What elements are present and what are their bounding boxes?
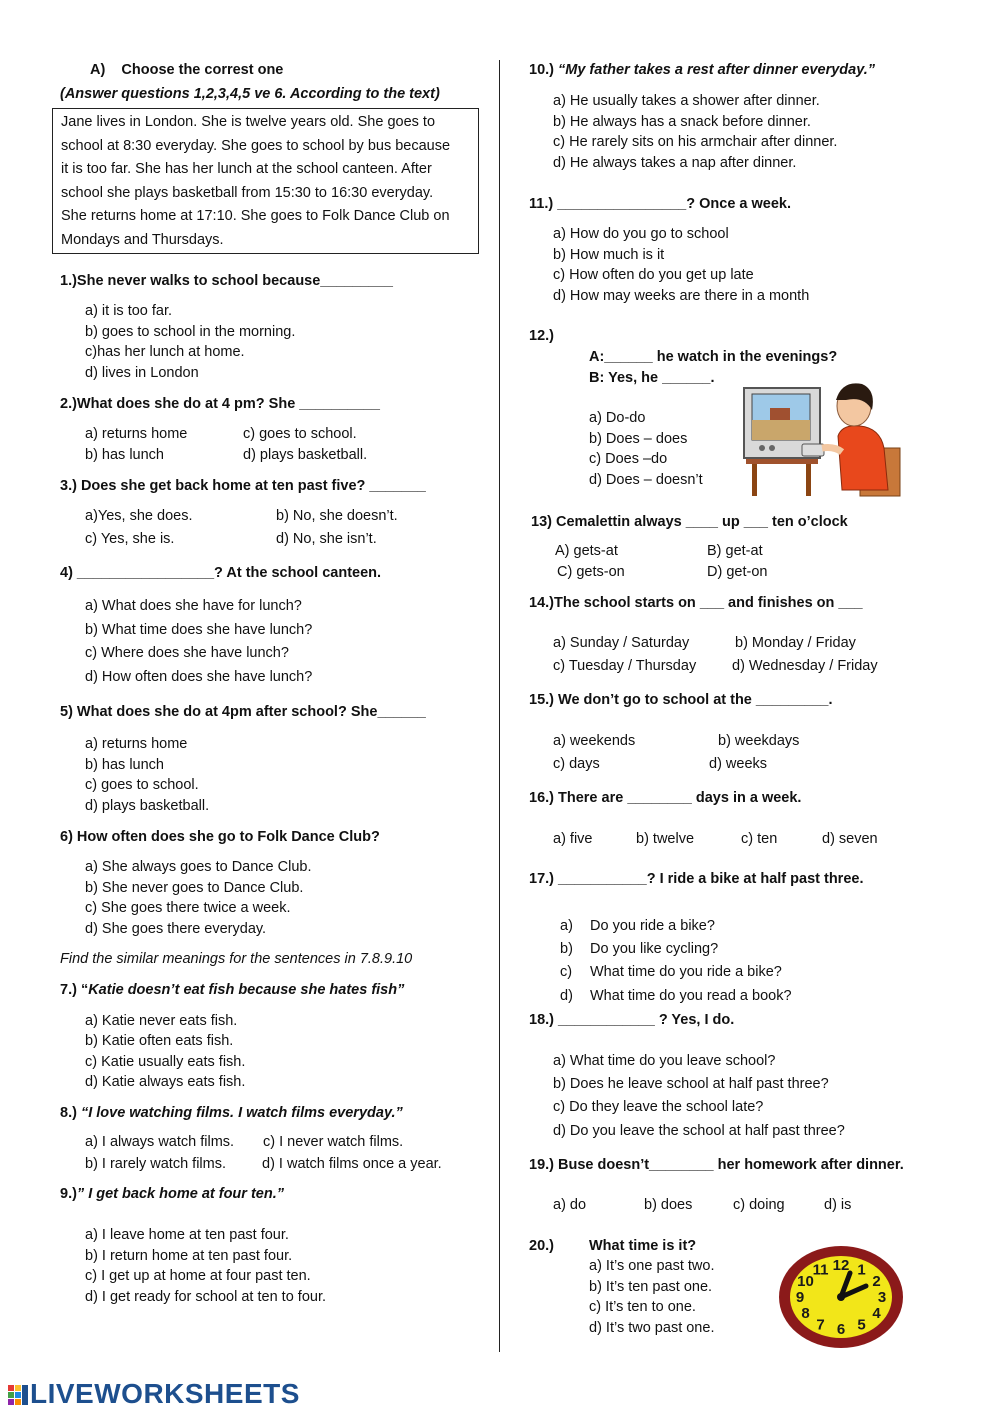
question-10-text: “My father takes a rest after dinner everyday.”	[558, 62, 876, 78]
option-20c[interactable]: c) It’s ten to one.	[589, 1299, 696, 1315]
option-12c[interactable]: c) Does –do	[589, 451, 668, 467]
option-4c[interactable]: c) Where does she have lunch?	[85, 645, 289, 661]
question-13: 13) Cemalettin always ____ up ___ ten o’clock	[531, 514, 848, 530]
option-4a[interactable]: a) What does she have for lunch?	[85, 598, 302, 614]
option-7a[interactable]: a) Katie never eats fish.	[85, 1013, 238, 1029]
similar-instruction: Find the similar meanings for the sentences in 7.8.9.10	[60, 951, 413, 967]
boy-watching-tv-illustration	[742, 378, 904, 498]
passage-line: it is too far. She has her lunch at the school canteen. After	[61, 161, 432, 177]
option-15c[interactable]: c) days	[553, 756, 600, 772]
question-16: 16.) There are ________ days in a week.	[529, 790, 802, 806]
tv-knob	[769, 445, 775, 451]
option-12d[interactable]: d) Does – doesn’t	[589, 472, 703, 488]
option-14b[interactable]: b) Monday / Friday	[735, 635, 856, 651]
option-4b[interactable]: b) What time does she have lunch?	[85, 622, 313, 638]
option-11a[interactable]: a) How do you go to school	[553, 226, 729, 242]
clock-number: 6	[836, 1321, 846, 1338]
logo-icon	[8, 1381, 30, 1407]
question-7-text: Katie doesn’t eat fish because she hates fish”	[88, 982, 405, 998]
question-5: 5) What does she do at 4pm after school? She______	[60, 704, 426, 720]
option-17c[interactable]: What time do you ride a bike?	[590, 964, 782, 980]
option-1b[interactable]: b) goes to school in the morning.	[85, 324, 296, 340]
question-12: 12.)	[529, 328, 554, 344]
tv-table-leg	[752, 464, 757, 496]
question-17: 17.) ___________? I ride a bike at half past three.	[529, 871, 864, 887]
option-2a[interactable]: a) returns home	[85, 426, 188, 442]
option-3d[interactable]: d) No, she isn’t.	[276, 531, 377, 547]
option-4d[interactable]: d) How often does she have lunch?	[85, 669, 313, 685]
option-10a[interactable]: a) He usually takes a shower after dinner.	[553, 93, 820, 109]
option-12b[interactable]: b) Does – does	[589, 431, 688, 447]
option-6a[interactable]: a) She always goes to Dance Club.	[85, 859, 312, 875]
reading-passage	[52, 108, 479, 254]
option-13d[interactable]: D) get-on	[707, 564, 768, 580]
question-9	[60, 1186, 284, 1202]
question-7	[60, 982, 404, 998]
option-5c[interactable]: c) goes to school.	[85, 777, 199, 793]
tv-scene-ground	[752, 420, 810, 440]
question-11: 11.) ________________? Once a week.	[529, 196, 792, 212]
option-18b[interactable]: b) Does he leave school at half past three?	[553, 1076, 829, 1092]
option-16d[interactable]: d) seven	[822, 831, 878, 847]
option-15a[interactable]: a) weekends	[553, 733, 636, 749]
section-title: A) Choose the correst one	[90, 62, 284, 78]
option-3b[interactable]: b) No, she doesn’t.	[276, 508, 398, 524]
instruction: (Answer questions 1,2,3,4,5 ve 6. According to the text)	[60, 86, 440, 102]
clock-number: 3	[877, 1289, 887, 1306]
clock-number: 11	[812, 1261, 829, 1279]
tv-table-leg	[806, 464, 811, 496]
passage-line: school at 8:30 everyday. She goes to school by bus because	[61, 137, 451, 154]
clock-number: 5	[857, 1316, 866, 1334]
option-13b[interactable]: B) get-at	[707, 543, 763, 559]
question-8-text: “I love watching films. I watch films everyday.”	[80, 1105, 403, 1121]
boy-body	[838, 426, 888, 490]
option-11b[interactable]: b) How much is it	[553, 247, 665, 263]
question-3: 3.) Does she get back home at ten past five? _______	[60, 478, 426, 494]
question-12-line-a: A:______ he watch in the evenings?	[589, 349, 838, 365]
option-14c[interactable]: c) Tuesday / Thursday	[553, 658, 697, 674]
clock-number: 12	[832, 1257, 850, 1274]
question-9-text: ” I get back home at four ten.”	[76, 1186, 284, 1202]
passage-line: Mondays and Thursdays.	[61, 231, 224, 248]
option-17a[interactable]: Do you ride a bike?	[590, 918, 715, 934]
option-6c[interactable]: c) She goes there twice a week.	[85, 900, 291, 916]
question-7-number: 7.) “	[60, 982, 89, 998]
option-1d[interactable]: d) lives in London	[85, 365, 199, 381]
option-19d[interactable]: d) is	[824, 1197, 852, 1213]
question-20-title: What time is it?	[589, 1238, 697, 1254]
option-17d-letter: d)	[560, 988, 573, 1004]
option-9a[interactable]: a) I leave home at ten past four.	[85, 1227, 289, 1243]
clock-icon	[776, 1244, 906, 1350]
boy-arm	[822, 448, 842, 453]
passage-line: school she plays basketball from 15:30 to 16:30 everyday.	[61, 184, 434, 201]
question-4: 4) _________________? At the school canteen.	[60, 565, 382, 581]
option-10d[interactable]: d) He always takes a nap after dinner.	[553, 155, 797, 171]
clock-number: 2	[872, 1273, 881, 1290]
option-12a[interactable]: a) Do-do	[589, 410, 646, 426]
option-7d[interactable]: d) Katie always eats fish.	[85, 1074, 246, 1090]
option-11c[interactable]: c) How often do you get up late	[553, 267, 754, 283]
question-20: 20.)	[529, 1238, 554, 1254]
tv-knob	[759, 445, 765, 451]
option-17b[interactable]: Do you like cycling?	[590, 941, 719, 957]
option-20a[interactable]: a) It’s one past two.	[589, 1258, 715, 1274]
question-10-number: 10.)	[529, 62, 559, 78]
clock-number: 7	[816, 1316, 825, 1334]
option-8d[interactable]: d) I watch films once a year.	[262, 1156, 442, 1172]
option-19a[interactable]: a) do	[553, 1197, 587, 1213]
question-1: 1.)She never walks to school because_________	[60, 273, 393, 289]
clock-number: 8	[801, 1305, 810, 1322]
question-9-number: 9.)	[60, 1186, 77, 1202]
option-9d[interactable]: d) I get ready for school at ten to four.	[85, 1289, 326, 1305]
option-2c[interactable]: c) goes to school.	[243, 426, 357, 442]
option-17c-letter: c)	[560, 964, 573, 980]
option-20d[interactable]: d) It’s two past one.	[589, 1320, 715, 1336]
option-8a[interactable]: a) I always watch films.	[85, 1134, 235, 1150]
option-18d[interactable]: d) Do you leave the school at half past three?	[553, 1123, 845, 1139]
option-1c[interactable]: c)has her lunch at home.	[85, 344, 245, 360]
option-20b[interactable]: b) It’s ten past one.	[589, 1279, 713, 1295]
option-15d[interactable]: d) weeks	[709, 756, 768, 772]
option-16a[interactable]: a) five	[553, 831, 593, 847]
clock-center	[837, 1293, 845, 1301]
question-2: 2.)What does she do at 4 pm? She __________	[60, 396, 380, 412]
question-19: 19.) Buse doesn’t________ her homework after dinner.	[529, 1157, 904, 1173]
option-8c[interactable]: c) I never watch films.	[263, 1134, 404, 1150]
option-6b[interactable]: b) She never goes to Dance Club.	[85, 880, 304, 896]
option-10b[interactable]: b) He always has a snack before dinner.	[553, 114, 811, 130]
tv-scene-house	[770, 408, 790, 420]
option-10c[interactable]: c) He rarely sits on his armchair after dinner.	[553, 134, 838, 150]
option-1a[interactable]: a) it is too far.	[85, 303, 173, 319]
option-19b[interactable]: b) does	[644, 1197, 693, 1213]
option-8b[interactable]: b) I rarely watch films.	[85, 1156, 226, 1172]
option-7b[interactable]: b) Katie often eats fish.	[85, 1033, 234, 1049]
option-15b[interactable]: b) weekdays	[718, 733, 800, 749]
logo-text: LIVEWORKSHEETS	[30, 1378, 300, 1409]
option-17b-letter: b)	[560, 941, 573, 957]
clock-number: 10	[797, 1273, 814, 1290]
question-12-line-b: B: Yes, he ______.	[589, 370, 715, 386]
option-18a[interactable]: a) What time do you leave school?	[553, 1053, 776, 1069]
question-8	[60, 1105, 403, 1121]
option-2b[interactable]: b) has lunch	[85, 447, 164, 463]
option-18c[interactable]: c) Do they leave the school late?	[553, 1099, 764, 1115]
option-19c[interactable]: c) doing	[733, 1197, 785, 1213]
option-2d[interactable]: d) plays basketball.	[243, 447, 368, 463]
option-7c[interactable]: c) Katie usually eats fish.	[85, 1054, 246, 1070]
option-5a[interactable]: a) returns home	[85, 736, 188, 752]
remote-icon	[802, 444, 824, 456]
clock-number: 4	[872, 1305, 881, 1322]
option-14d[interactable]: d) Wednesday / Friday	[732, 658, 878, 674]
passage-line: She returns home at 17:10. She goes to Folk Dance Club on	[61, 208, 450, 224]
question-15: 15.) We don’t go to school at the _________.	[529, 692, 833, 708]
option-6d[interactable]: d) She goes there everyday.	[85, 921, 267, 937]
clock-number: 1	[857, 1261, 866, 1279]
question-10	[529, 62, 875, 78]
option-5d[interactable]: d) plays basketball.	[85, 798, 210, 814]
liveworksheets-logo	[8, 1379, 300, 1409]
option-9c[interactable]: c) I get up at home at four past ten.	[85, 1268, 311, 1284]
option-3a[interactable]: a)Yes, she does.	[85, 508, 193, 524]
question-18: 18.) ____________ ? Yes, I do.	[529, 1012, 735, 1028]
passage-line: Jane lives in London. She is twelve years old. She goes to	[61, 114, 436, 130]
question-14: 14.)The school starts on ___ and finishes on ___	[529, 595, 863, 611]
option-17d[interactable]: What time do you read a book?	[590, 988, 792, 1004]
option-5b[interactable]: b) has lunch	[85, 757, 164, 773]
option-9b[interactable]: b) I return home at ten past four.	[85, 1248, 293, 1264]
option-3c[interactable]: c) Yes, she is.	[85, 531, 175, 547]
clock-number: 9	[795, 1289, 805, 1306]
option-13c[interactable]: C) gets-on	[557, 564, 625, 580]
option-14a[interactable]: a) Sunday / Saturday	[553, 635, 690, 651]
question-8-number: 8.)	[60, 1105, 81, 1121]
question-6: 6) How often does she go to Folk Dance Club?	[60, 829, 380, 845]
option-16c[interactable]: c) ten	[741, 831, 778, 847]
column-divider	[499, 60, 500, 1352]
option-13a[interactable]: A) gets-at	[555, 543, 618, 559]
option-17a-letter: a)	[560, 918, 573, 934]
option-16b[interactable]: b) twelve	[636, 831, 695, 847]
option-11d[interactable]: d) How may weeks are there in a month	[553, 288, 810, 304]
